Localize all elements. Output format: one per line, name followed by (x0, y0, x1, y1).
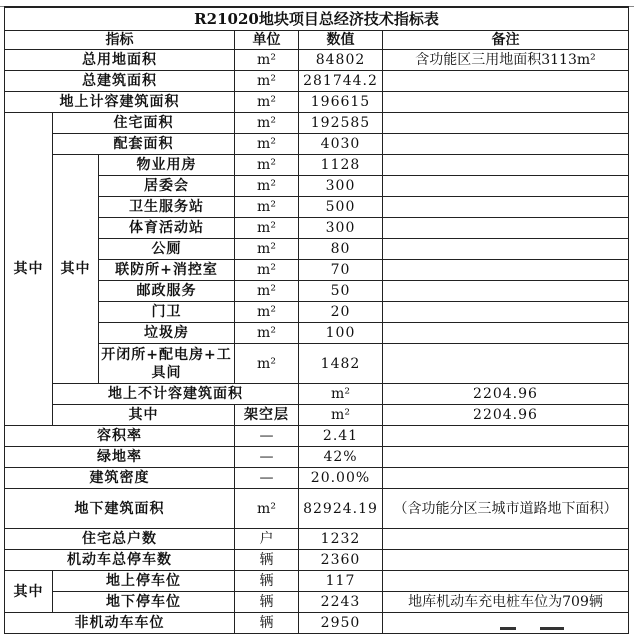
row-note (383, 468, 629, 489)
table-row (5, 405, 629, 426)
row-value: 20 (299, 302, 383, 323)
row-note (383, 218, 629, 239)
row-label: 住宅面积 (53, 113, 235, 134)
row-label: 邮政服务 (99, 281, 235, 302)
row-label: 联防所+消控室 (99, 260, 235, 281)
row-value: 2950 (299, 613, 383, 634)
indicator-table (4, 6, 629, 634)
row-unit: 户 (235, 529, 299, 550)
row-note (383, 281, 629, 302)
table-row (5, 323, 629, 344)
row-note (383, 529, 629, 550)
table-row (5, 197, 629, 218)
row-note: （含功能分区三城市道路地下面积） (383, 489, 629, 529)
row-value: 2.41 (299, 426, 383, 447)
row-note (383, 447, 629, 468)
row-note (383, 71, 629, 92)
row-note (383, 550, 629, 571)
title-row (5, 7, 629, 31)
group-label: 其中 (53, 405, 235, 426)
row-note (383, 239, 629, 260)
row-label: 容积率 (5, 426, 235, 447)
row-note (383, 426, 629, 447)
table-row (5, 384, 629, 405)
table-row (5, 260, 629, 281)
row-label: 地上不计容建筑面积 (53, 384, 299, 405)
row-note (383, 92, 629, 113)
header-note: 备注 (383, 31, 629, 50)
row-unit: m² (235, 134, 299, 155)
row-note (383, 260, 629, 281)
row-value: 2243 (299, 592, 383, 613)
table-row (5, 571, 629, 592)
row-value: 1482 (299, 344, 383, 384)
row-label: 配套面积 (53, 134, 235, 155)
header-indicator: 指标 (5, 31, 235, 50)
row-label: 架空层 (235, 405, 299, 426)
row-label: 住宅总户数 (5, 529, 235, 550)
row-label: 总建筑面积 (5, 71, 235, 92)
row-value: 192585 (299, 113, 383, 134)
row-label: 地下停车位 (53, 592, 235, 613)
row-label: 机动车总停车数 (5, 550, 235, 571)
row-unit: m² (235, 92, 299, 113)
row-unit: 辆 (235, 571, 299, 592)
row-unit: — (235, 447, 299, 468)
row-unit: m² (235, 218, 299, 239)
bottom-rule (0, 627, 634, 631)
row-label: 非机动车车位 (5, 613, 235, 634)
table-row (5, 302, 629, 323)
header-value: 数值 (299, 31, 383, 50)
row-value: 4030 (299, 134, 383, 155)
row-label: 地下建筑面积 (5, 489, 235, 529)
row-label: 体育活动站 (99, 218, 235, 239)
row-label: 门卫 (99, 302, 235, 323)
row-value: 500 (299, 197, 383, 218)
table-row (5, 176, 629, 197)
table-title: R21020地块项目总经济技术指标表 (5, 7, 629, 31)
row-unit: 辆 (235, 592, 299, 613)
row-value: 20.00% (299, 468, 383, 489)
row-value: 100 (299, 323, 383, 344)
row-unit: m² (235, 344, 299, 384)
table-row (5, 218, 629, 239)
row-value: 117 (299, 571, 383, 592)
table-row (5, 239, 629, 260)
row-unit: m² (299, 384, 383, 405)
row-label: 公厕 (99, 239, 235, 260)
row-value: 84802 (299, 50, 383, 71)
table-row (5, 281, 629, 302)
row-value: 70 (299, 260, 383, 281)
row-unit: m² (235, 281, 299, 302)
table-row (5, 468, 629, 489)
row-note: 地库机动车充电桩车位为709辆 (383, 592, 629, 613)
row-unit: m² (235, 302, 299, 323)
row-value: 2204.96 (383, 384, 629, 405)
row-unit: — (235, 468, 299, 489)
header-row (5, 31, 629, 50)
row-note (383, 113, 629, 134)
table-row (5, 344, 629, 384)
group-label: 其中 (5, 571, 53, 613)
table-row (5, 426, 629, 447)
row-unit: m² (235, 176, 299, 197)
row-value: 80 (299, 239, 383, 260)
row-note (383, 344, 629, 384)
table-row (5, 489, 629, 529)
row-note: 含功能区三用地面积3113m² (383, 50, 629, 71)
row-value: 82924.19 (299, 489, 383, 529)
row-unit: 辆 (235, 613, 299, 634)
row-unit: m² (235, 197, 299, 218)
row-label: 物业用房 (99, 155, 235, 176)
row-note (383, 571, 629, 592)
table-row (5, 155, 629, 176)
row-unit: m² (235, 323, 299, 344)
table-row (5, 592, 629, 613)
row-note (383, 176, 629, 197)
row-value: 1128 (299, 155, 383, 176)
sub-group-label: 其中 (53, 155, 99, 384)
row-value: 1232 (299, 529, 383, 550)
row-value: 281744.2 (299, 71, 383, 92)
table-row (5, 529, 629, 550)
row-label: 地上停车位 (53, 571, 235, 592)
row-note (383, 302, 629, 323)
row-unit: m² (235, 50, 299, 71)
table-row (5, 92, 629, 113)
table-row (5, 447, 629, 468)
row-value: 42% (299, 447, 383, 468)
row-unit: m² (235, 489, 299, 529)
row-value: 300 (299, 176, 383, 197)
row-label: 卫生服务站 (99, 197, 235, 218)
row-unit: 辆 (235, 550, 299, 571)
row-note (383, 134, 629, 155)
row-label: 地上计容建筑面积 (5, 92, 235, 113)
row-label: 建筑密度 (5, 468, 235, 489)
row-label: 绿地率 (5, 447, 235, 468)
row-unit: m² (235, 113, 299, 134)
row-label: 总用地面积 (5, 50, 235, 71)
table-row (5, 550, 629, 571)
row-label: 居委会 (99, 176, 235, 197)
row-label: 开闭所+配电房+工具间 (99, 344, 235, 384)
row-value: 196615 (299, 92, 383, 113)
row-note (383, 323, 629, 344)
group-label: 其中 (5, 113, 53, 426)
table-row (5, 113, 629, 134)
row-unit: m² (235, 260, 299, 281)
row-value: 50 (299, 281, 383, 302)
row-unit: m² (299, 405, 383, 426)
row-value: 300 (299, 218, 383, 239)
table-row (5, 50, 629, 71)
row-value: 2204.96 (383, 405, 629, 426)
row-unit: — (235, 426, 299, 447)
row-unit: m² (235, 155, 299, 176)
row-unit: m² (235, 71, 299, 92)
header-unit: 单位 (235, 31, 299, 50)
table-row (5, 134, 629, 155)
row-label: 垃圾房 (99, 323, 235, 344)
row-value: 2360 (299, 550, 383, 571)
row-note (383, 197, 629, 218)
row-note (383, 155, 629, 176)
table-row (5, 71, 629, 92)
row-unit: m² (235, 239, 299, 260)
